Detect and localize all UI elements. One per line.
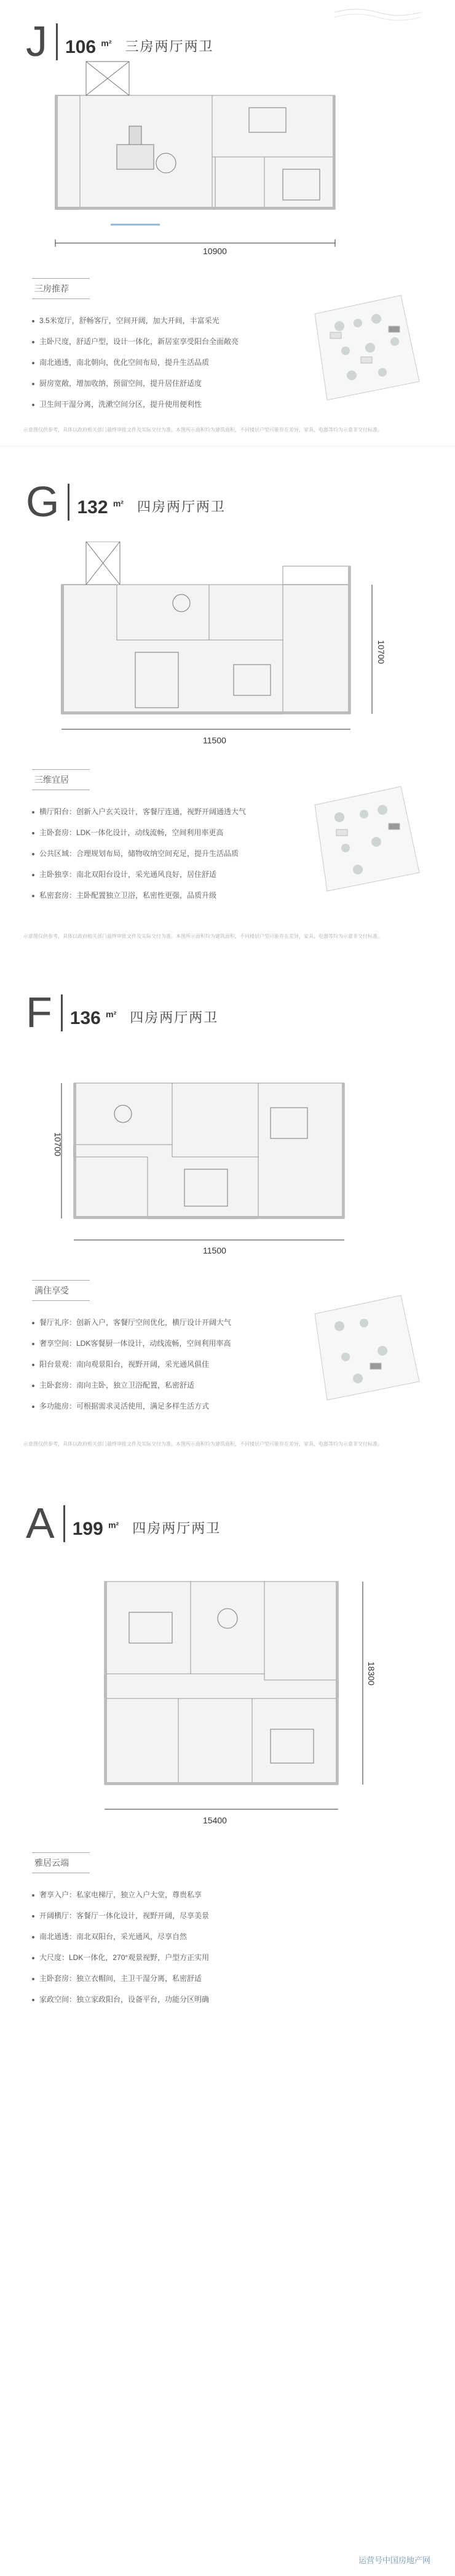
feature-text: 主卧套房：独立衣帽间，主卫干湿分离，私密舒适: [39, 1974, 202, 1983]
unit-letter: F: [26, 988, 52, 1036]
feature-text: 大尺度：LDK一体化，270°观景视野，户型方正实用: [39, 1953, 210, 1962]
unit-area: [77, 497, 124, 518]
unit-area: [65, 37, 112, 58]
feature-item: [32, 310, 239, 331]
feature-item: [32, 1396, 231, 1417]
feature-item: [32, 352, 239, 373]
disclaimer-text: 示意图仅供参考，具体以政府相关部门最终审批文件及实际交付为准。本图所示面积均为建筑面积，不同楼层户型可能存在差异，家具、电器等均为示意非交付标准。: [23, 1441, 382, 1447]
feature-panel-g: [32, 769, 246, 906]
bullet-icon: [32, 383, 34, 385]
feature-item: [32, 1354, 231, 1375]
unit-rooms: 四房两厅两卫: [132, 1521, 221, 1536]
feature-item: [32, 394, 239, 415]
site-plan-key-f: [303, 1289, 425, 1406]
feature-item: [32, 1312, 231, 1333]
panel-title: 满住享受: [32, 1280, 90, 1301]
height-dimension: 18300: [366, 1662, 376, 1686]
area-unit: m²: [106, 1009, 117, 1019]
width-dimension: 15400: [203, 1815, 227, 1825]
bullet-icon: [32, 1915, 34, 1918]
feature-panel-j: [32, 278, 239, 415]
feature-text: 3.5米宽厅，舒畅客厅，空间开阔，加大开间，丰富采光: [39, 316, 220, 325]
feature-text: 多功能房：可根据需求灵活使用，满足多样生活方式: [39, 1402, 210, 1410]
feature-text: 南北通透：南北双阳台，采光通风，尽享自然: [39, 1932, 188, 1941]
bullet-icon: [32, 1978, 34, 1980]
title-divider: [63, 1505, 65, 1542]
bullet-icon: [32, 832, 34, 834]
unit-letter: G: [26, 478, 60, 526]
area-value: 106: [65, 37, 97, 57]
unit-area: [73, 1519, 119, 1540]
feature-item: [32, 1968, 209, 1989]
feature-panel-f: [32, 1280, 231, 1417]
unit-title-f: [26, 988, 219, 1036]
feature-panel-a: [32, 1852, 209, 2010]
bullet-icon: [32, 1957, 34, 1959]
feature-text: 家政空间：独立家政阳台，设备平台，功能分区明确: [39, 1995, 210, 2004]
source-watermark: 运营号中国房地产网: [358, 2556, 430, 2565]
feature-item: [32, 1333, 231, 1354]
feature-text: 厨房宽敞，增加收纳，预留空间，提升居住舒适度: [39, 379, 202, 388]
feature-item: [32, 843, 246, 864]
bullet-icon: [32, 1343, 34, 1345]
unit-area: [70, 1008, 117, 1029]
bullet-icon: [32, 1385, 34, 1387]
area-value: 199: [72, 1519, 103, 1539]
panel-title: 三维宜居: [32, 769, 90, 790]
unit-title-j: [26, 17, 214, 65]
feature-text: 餐厅礼序：创新入户，客餐厅空间优化，横厅设计开阔大气: [39, 1318, 232, 1327]
area-unit: m²: [113, 498, 124, 508]
width-dimension: 11500: [203, 1246, 226, 1255]
disclaimer-text: 示意图仅供参考，具体以政府相关部门最终审批文件及实际交付为准。本图所示面积均为建筑面积，不同楼层户型可能存在差异，家具、电器等均为示意非交付标准。: [23, 934, 382, 939]
width-dimension: 11500: [203, 735, 226, 745]
height-dimension: 10700: [376, 640, 386, 664]
height-dimension: 10700: [53, 1132, 63, 1156]
feature-item: [32, 1884, 209, 1905]
feature-item: [32, 1905, 209, 1926]
unit-title-g-label: [26, 478, 226, 526]
feature-text: 主卧套房：LDK一体化设计，动线流畅，空间利用率更高: [39, 828, 224, 837]
feature-item: [32, 801, 246, 822]
unit-letter: A: [26, 1499, 55, 1547]
floor-plan-j: [37, 58, 400, 292]
width-dimension: 10900: [203, 246, 227, 256]
feature-text: 奢享空间：LDK客餐厨一体设计，动线流畅，空间利用率高: [39, 1339, 231, 1348]
feature-item: [32, 1947, 209, 1968]
feature-item: [32, 373, 239, 394]
unit-rooms: 四房两厅两卫: [130, 1010, 219, 1025]
site-plan-key-j: [303, 289, 425, 406]
bullet-icon: [32, 1364, 34, 1366]
bullet-icon: [32, 1406, 34, 1408]
area-value: 136: [69, 1008, 101, 1028]
section-divider: [0, 443, 455, 449]
feature-text: 阳台景观：南向观景阳台，视野开阔，采光通风俱佳: [39, 1360, 210, 1369]
bullet-icon: [32, 1936, 34, 1938]
floor-plan-a: [37, 1575, 406, 1846]
feature-text: 主卧独享：南北双阳台设计，采光通风良好，居住舒适: [39, 870, 217, 879]
feature-text: 公共区域：合理规划布局，储物收纳空间充足，提升生活品质: [39, 849, 239, 858]
unit-letter: J: [26, 17, 47, 65]
bullet-icon: [32, 895, 34, 897]
bullet-icon: [32, 1894, 34, 1897]
feature-item: [32, 1375, 231, 1396]
bullet-icon: [32, 874, 34, 876]
area-unit: m²: [108, 1520, 119, 1530]
feature-text: 横厅阳台：创新入户玄关设计，客餐厅连通，视野开阔通透大气: [39, 807, 247, 816]
feature-text: 南北通透，南北朝向，优化空间布局，提升生活品质: [39, 358, 210, 367]
feature-text: 开阔横厅：客餐厅一体化设计，视野开阔，尽享美景: [39, 1911, 210, 1920]
bullet-icon: [32, 1999, 34, 2001]
area-value: 132: [77, 497, 108, 518]
bullet-icon: [32, 1322, 34, 1324]
title-divider: [61, 994, 63, 1031]
area-unit: m²: [101, 38, 112, 48]
unit-rooms: 四房两厅两卫: [136, 499, 226, 514]
panel-title: 三房推荐: [32, 278, 90, 299]
feature-item: [32, 822, 246, 843]
feature-text: 私密套房：主卧配置独立卫浴，私密性更强，品质升级: [39, 891, 217, 900]
feature-text: 卫生间干湿分离，洗漱空间分区，提升使用便利性: [39, 400, 202, 409]
feature-item: [32, 1989, 209, 2010]
unit-title-a: [26, 1499, 221, 1547]
unit-rooms: 三房两厅两卫: [125, 39, 214, 54]
bullet-icon: [32, 362, 34, 364]
bullet-icon: [32, 811, 34, 814]
feature-text: 奢享入户：私家电梯厅，独立入户大堂，尊贵私享: [39, 1890, 202, 1899]
feature-item: [32, 864, 246, 885]
bullet-icon: [32, 320, 34, 322]
feature-item: [32, 331, 239, 352]
site-plan-key-g: [303, 780, 425, 897]
bullet-icon: [32, 853, 34, 855]
disclaimer-text: 示意图仅供参考，具体以政府相关部门最终审批文件及实际交付为准。本图所示面积均为建筑面积，不同楼层户型可能存在差异，家具、电器等均为示意非交付标准。: [23, 427, 382, 433]
title-divider: [56, 23, 58, 60]
feature-item: [32, 885, 246, 906]
title-divider: [68, 484, 69, 521]
decorative-wave-icon: [334, 6, 421, 37]
feature-item: [32, 1926, 209, 1947]
feature-text: 主卧套房：南向主卧，独立卫浴配置，私密舒适: [39, 1381, 195, 1390]
bullet-icon: [32, 341, 34, 343]
panel-title: 雅居云端: [32, 1852, 90, 1873]
feature-text: 主卧尺度，舒适户型，设计一体化，新居室享受阳台全面敞亮: [39, 337, 239, 346]
bullet-icon: [32, 404, 34, 406]
